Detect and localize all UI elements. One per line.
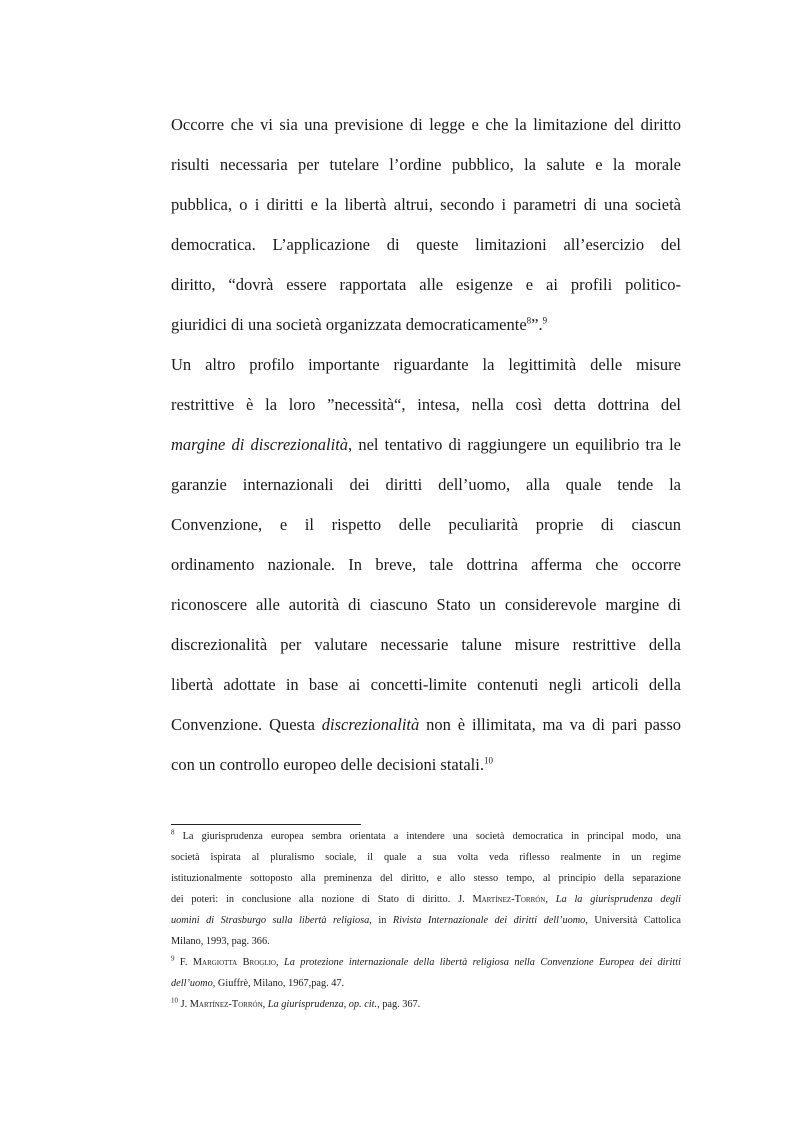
footnote-ref[interactable]: 10 (483, 755, 493, 766)
work-title: La la giurisprudenza degli (555, 894, 682, 905)
text-line: ordinamento nazionale. In breve, tale dottrina afferma che occorre (171, 555, 681, 574)
text-line: Convenzione, e il rispetto delle peculiarità proprie di ciascun (171, 515, 681, 534)
text-line: restrittive è la loro ”necessità“, intesa, nella così detta dottrina del (171, 395, 681, 414)
journal-title: Rivista Internazionale dei diritti dell’uomo (392, 915, 586, 926)
text-line: Occorre che vi sia una previsione di legge e che la limitazione del diritto (171, 115, 681, 134)
author-name: Margiotta Broglio (192, 957, 276, 968)
footnote-line (171, 994, 681, 1015)
footnote-line (171, 973, 681, 994)
footnote-number: 9 (171, 954, 175, 963)
footnote-ref[interactable]: 8 (526, 315, 532, 326)
work-title: La protezione internazionale della libertà religiosa nella Convenzione Europea dei diritti (284, 957, 681, 968)
work-title: dell’uomo (171, 978, 213, 989)
text-line: riconoscere alle autorità di ciascuno Stato un considerevole margine di (171, 595, 681, 614)
text-line (171, 425, 681, 465)
text-line: diritto, “dovrà essere rapportata alle esigenze e ai profili politico- (171, 275, 681, 294)
text-line: garanzie internazionali dei diritti dell’uomo, alla quale tende la (171, 475, 681, 494)
text-segment: , (545, 894, 556, 905)
text-segment: , in (369, 915, 393, 926)
footnote-line: istituzionalmente sottoposto alla preminenza del diritto, e allo stesso tempo, al principio della separazione (171, 873, 681, 884)
footnote-line: società ispirata al pluralismo sociale, il quale a sua volta veda riflesso realmente in un regime (171, 852, 681, 863)
footnotes (171, 826, 681, 1015)
text-segment: , Giuffrè, Milano, 1967,pag. 47. (212, 978, 345, 989)
footnote-number: 10 (171, 996, 178, 1005)
text-line: democratica. L’applicazione di queste limitazioni all’esercizio del (171, 235, 681, 254)
text-line (171, 305, 681, 345)
main-text (171, 105, 681, 785)
text-segment: , (275, 957, 284, 968)
text-line: discrezionalità per valutare necessarie talune misure restrittive della (171, 635, 681, 654)
text-segment: non è illimitata, ma va di pari passo (419, 715, 681, 734)
text-segment: giuridici di una società organizzata democraticamente (171, 315, 527, 334)
footnote-divider (171, 824, 361, 825)
footnote-line: Milano, 1993, pag. 366. (171, 936, 270, 947)
work-title: La giurisprudenza, op. cit. (267, 999, 378, 1010)
footnote-ref[interactable]: 9 (542, 315, 548, 326)
text-line (171, 745, 681, 785)
text-segment: con un controllo europeo delle decisioni statali. (171, 755, 484, 774)
text-segment: , nel tentativo di raggiungere un equilibrio tra le (348, 435, 681, 454)
footnote-line (171, 889, 681, 910)
emphasis-text: margine di discrezionalità (171, 435, 349, 454)
footnote-line (171, 952, 681, 973)
text-line: pubblica, o i diritti e la libertà altrui, secondo i parametri di una società (171, 195, 681, 214)
text-segment: , Università Cattolica (585, 915, 681, 926)
text-line: Un altro profilo importante riguardante la legittimità delle misure (171, 355, 681, 374)
text-line (171, 705, 681, 745)
footnote-line (171, 826, 681, 847)
text-line: risulti necessaria per tutelare l’ordine pubblico, la salute e la morale (171, 155, 681, 174)
text-segment: ”. (531, 315, 543, 334)
author-name: Martínez-Torrón (472, 894, 546, 905)
author-name: Martínez-Torrón (189, 999, 263, 1010)
text-segment: F. (174, 957, 193, 968)
emphasis-text: discrezionalità (321, 715, 420, 734)
text-segment: dei poteri: in conclusione alla nozione di Stato di diritto. J. (171, 894, 473, 905)
footnote-line (171, 910, 681, 931)
text-segment: , pag. 367. (377, 999, 421, 1010)
work-title: uomini di Strasburgo sulla libertà religiosa (171, 915, 370, 926)
text-segment: J. (178, 999, 190, 1010)
text-segment: , (262, 999, 268, 1010)
text-segment: Convenzione. Questa (171, 715, 322, 734)
footnote-number: 8 (171, 828, 175, 837)
text-line: libertà adottate in base ai concetti-limite contenuti negli articoli della (171, 675, 681, 694)
text-segment: La giurisprudenza europea sembra orientata a intendere una società democratica in principal modo, una (174, 831, 681, 842)
